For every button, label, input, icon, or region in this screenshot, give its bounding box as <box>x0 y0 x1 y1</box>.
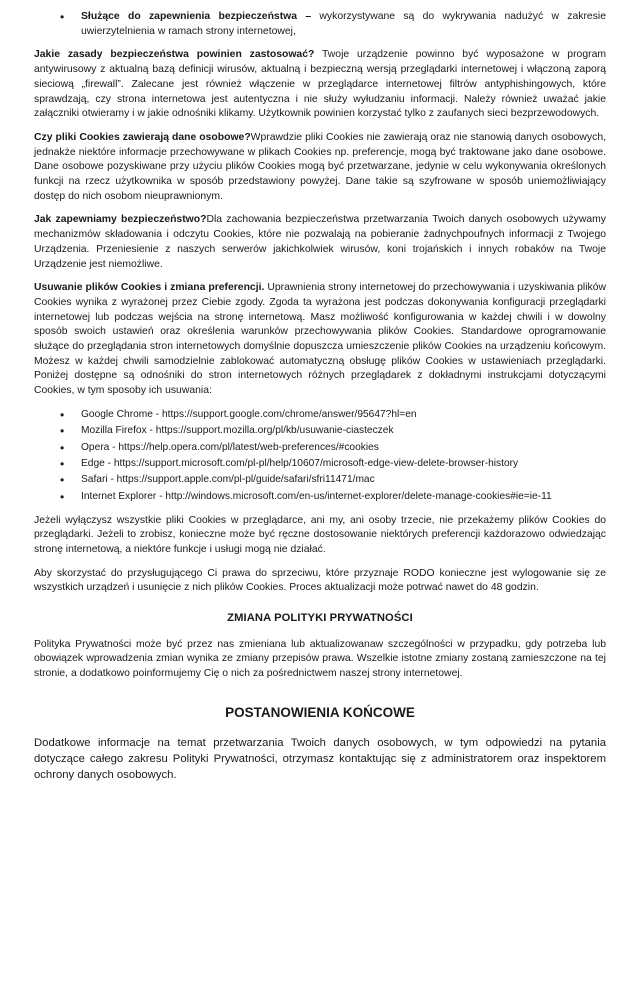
intro-bullet-list <box>34 10 606 39</box>
paragraph-text: Uprawnienia strony internetowej do przechowywania i uzyskiwania plików Cookies wynika z wyrażonej przez Ciebie zgody. Zgoda ta wyrażona jest podczas dokonywania konfiguracji przeglądarki internetowej lub podczas wejścia na stronę internetową. Masz możliwość konfigurowania w każdej chwili i w dowolny sposób swoich ustawień oraz określenia warunków przechowywania plików Cookies. Standardowe oprogramowanie służące do przeglądania stron internetowych domyślnie dopuszcza umieszczenie plików Cookies na urządzeniu końcowym. Możesz w każdej chwili samodzielnie zablokować automatyczną obsługę plików Cookies w ustawieniach przeglądarki. Poniżej dostępne są odnośniki do stron internetowych różnych przeglądarek z dokładnymi instrukcjami dotyczącymi Cookies, w tym sposoby ich usuwania: <box>34 282 606 397</box>
list-item <box>34 10 606 39</box>
browser-link-safari[interactable]: • Safari - https://support.apple.com/pl-pl/guide/safari/sfri11471/mac <box>34 473 606 488</box>
bullet-title: Służące do zapewnienia bezpieczeństwa – <box>81 11 312 22</box>
browser-link-firefox[interactable]: • Mozilla Firefox - https://support.mozilla.org/pl/kb/usuwanie-ciasteczek <box>34 424 606 439</box>
final-provisions-heading: POSTANOWIENIA KOŃCOWE <box>225 704 415 720</box>
paragraph-title: Jakie zasady bezpieczeństwa powinien zastosować? <box>34 49 315 61</box>
paragraph-text: Twoje urządzenie powinno być wyposażone w program antywirusowy z aktualną bazą definicji wirusów, aktualną i bezpieczną wersją przeglądarki internetowej i włączoną zaporą sieciową „firewall”. Zalecane jest również włączenie w przeglądarce internetowej filtrów antyphishingowych, które sprawdzają, czy strona internetowa jest autentyczna i nie służy wyłudzaniu informacji. Należy również uważać jakie załączniki otwieramy i w jakie odnośniki klikamy. Użytkownik powinien korzystać tylko z zaufanych sieci bezprzewodowych. <box>34 49 607 120</box>
browser-link-edge[interactable]: • Edge - https://support.microsoft.com/pl-pl/help/10607/microsoft-edge-view-delete-browser-history <box>34 457 606 472</box>
browser-link-opera[interactable]: • Opera - https://help.opera.com/pl/latest/web-preferences/#cookies <box>34 441 606 456</box>
browser-link-chrome[interactable]: • Google Chrome - https://support.google.com/chrome/answer/95647?hl=en <box>34 408 606 423</box>
paragraph-title: Usuwanie plików Cookies i zmiana preferencji. <box>34 282 265 294</box>
objection-paragraph: Aby skorzystać do przysługującego Ci prawa do sprzeciwu, które przyznaje RODO konieczne jest wylogowanie się ze wszystkich urządzeń i usunięcie z nich plików Cookies. Proces aktualizacji może potrwać nawet do 48 godzin. <box>34 567 606 594</box>
personal-data-paragraph <box>34 131 606 205</box>
paragraph-text: Wprawdzie pliki Cookies nie zawierają oraz nie stanowią danych osobowych, jednakże niektóre informacje przechowywane w plikach Cookies np. preferencje, mogą być traktowane jako dane osobowe. Dane osobowe pozyskiwane przy użyciu plików Cookies mogą być przetwarzane, jedynie w celu wykonywania określonych funkcji na rzecz użytkownika w sposób przedstawiony powyżej. Dane takie są szyfrowane w sposób uniemożliwiający dostęp do nich osobom nieuprawnionym. <box>34 131 606 202</box>
document-page <box>34 10 606 792</box>
paragraph-text: Dla zachowania bezpieczeństwa przetwarzania Twoich danych osobowych używamy mechanizmów składowania i odczytu Cookies, które nie pozwalają na pobieranie żadnychpoufnych informacji z Twojego Urządzenia. Przeniesienie z naszych serwerów jakichkolwiek wirusów, koni trojańskich i innych robaków na Twoje Urządzenie jest niemożliwe. <box>34 214 606 270</box>
policy-change-paragraph: Polityka Prywatności może być przez nas zmieniana lub aktualizowanaw szczególności w przypadku, gdy potrzeba lub obowiązek wprowadzenia zmian wynika ze zmiany przepisów prawa. Wszelkie istotne zmiany zostaną zamieszczone na tej stronie, a dodatkowo poinformujemy Cię o nich za pośrednictwem naszej strony internetowej. <box>34 638 606 680</box>
disable-cookies-paragraph: Jeżeli wyłączysz wszystkie pliki Cookies w przeglądarce, ani my, ani osoby trzecie, nie przekażemy plików Cookies do przeglądarki. Jeżeli to zrobisz, konieczne może być ręczne dostosowanie niektórych preferencji każdorazowo odwiedzając stronę internetową, a niektóre funkcje i usługi mogą nie działać. <box>34 514 606 555</box>
final-provisions-paragraph: Dodatkowe informacje na temat przetwarzania Twoich danych osobowych, w tym odpowiedzi na pytania dotyczące całego zakresu Polityki Prywatności, otrzymasz kontaktując się z administratorem oraz inspektorem ochrony danych osobowych. <box>34 736 606 781</box>
paragraph-title: Czy pliki Cookies zawierają dane osobowe? <box>34 131 251 143</box>
browser-links-list <box>34 408 606 505</box>
paragraph-title: Jak zapewniamy bezpieczeństwo? <box>34 214 207 226</box>
policy-change-heading: ZMIANA POLITYKI PRYWATNOŚCI <box>227 612 413 625</box>
bullet-text: wykorzystywane są do wykrywania nadużyć w zakresie uwierzytelnienia w ramach strony internetowej, <box>81 11 606 37</box>
how-secure-paragraph <box>34 213 606 272</box>
security-rules-paragraph <box>34 48 606 122</box>
removal-paragraph <box>34 281 606 399</box>
browser-link-internet-explorer[interactable]: • Internet Explorer - http://windows.microsoft.com/en-us/internet-explorer/delete-manage-cookies#ie=ie-11 <box>34 490 606 505</box>
